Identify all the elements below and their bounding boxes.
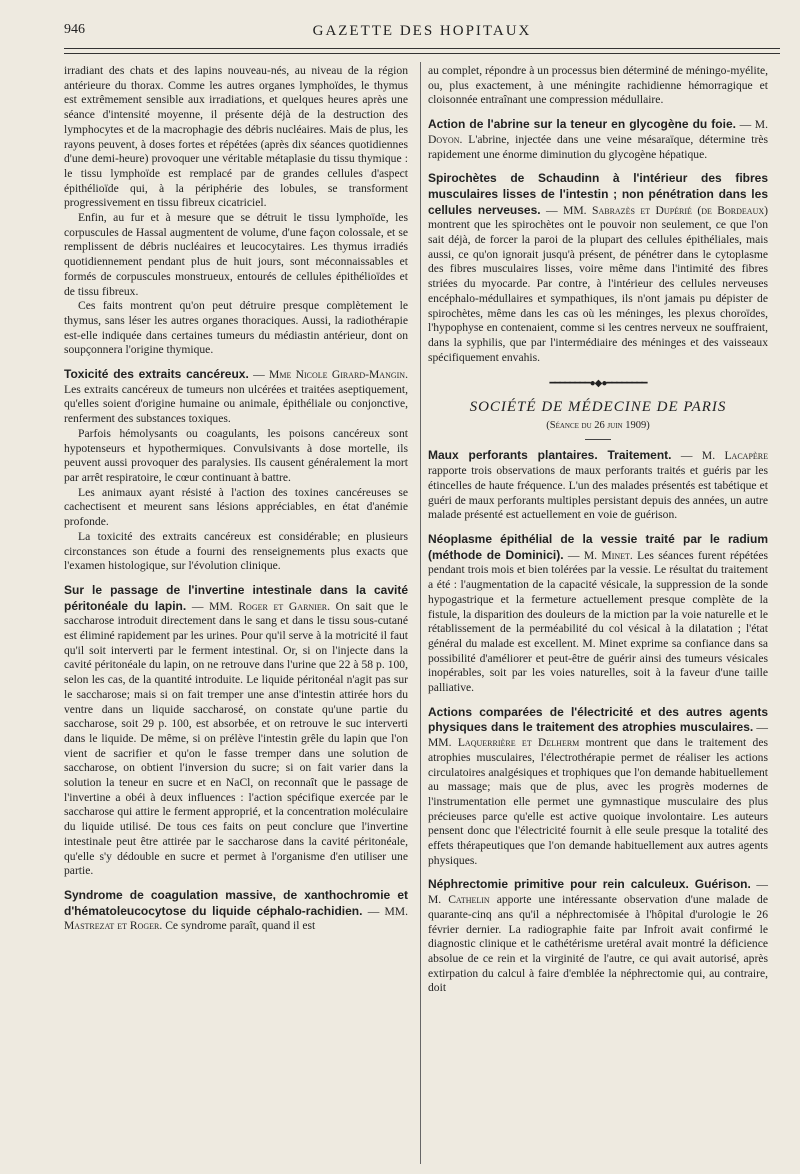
- short-rule: [585, 439, 611, 440]
- column-separator: [420, 62, 421, 1164]
- article-text: L'abrine, injectée dans une veine mésaraïque, détermine très rapidement une énorme diminution du glycogène hépatique.: [428, 132, 769, 161]
- article-title: Spirochètes de Schaudinn à l'intérieur des fibres musculaires lisses de l'intestin ; non pénétration dans les cellules nerveuses.: [428, 171, 768, 217]
- paragraph: Enfin, au fur et à mesure que se détruit le tissu lymphoïde, les corpuscules de Hassal augmentent de volume, d'une façon colossale, et se remplissent de débris nucléaires et leucocytaires. Les thymus irradiés quotidiennement pendant plus de huit jours, sont méconnaissables et formés de corpuscules monstrueux, entourés de cellules épithélioïdes et de tissu fibreux.: [64, 211, 408, 298]
- paragraph: La toxicité des extraits cancéreux est considérable; en plusieurs circonstances son étude a fourni des renseignements plus exacts que l'examen histologique, sur l'évolution clinique.: [64, 529, 408, 573]
- article-text: montrent que les spirochètes ont le pouvoir non seulement, ce que l'on sait déjà, de forcer la paroi de la plupart des cellules épithéliales, mais aussi, ce qu'on ignorait jusqu'à présent, de pénétrer dans le cytoplasme des fibres musculaires lisses, voire même dans l'intimité des fibres striées du myocarde. Par contre, à l'intérieur des cellules nerveuses encéphalo-médullaires et sympathiques, ils n'ont jamais pu dépister de spirochètes, même dans les cas où les méninges, les plexus choroïdes, l'hypophyse en contenaient, comme si les centres nerveux ne souffraient, dans la syphilis, que par l'intermédiaire des méninges et des vaisseaux spécifiquement envahis.: [428, 218, 768, 364]
- paragraph: au complet, répondre à un processus bien déterminé de méningo-myélite, ou, plus exactement, à une méningite rachidienne hémorragique et cloisonnée entraînant une compression médullaire.: [428, 64, 768, 107]
- page-number: 946: [64, 22, 85, 37]
- paragraph: Parfois hémolysants ou coagulants, les poisons cancéreux sont hypotenseurs et hypothermiques. Convulsivants à dose mortelle, ils peuvent aussi provoquer des paralysies. Ils causent généralement la mort par arrêt respiratoire, le cœur continuant à battre.: [64, 426, 408, 484]
- article-text: rapporte trois observations de maux perforants traités et guéris par les étincelles de haute fréquence. L'un des malades présentés est tabétique et guéri de maux perforants multiples persistant depuis des années, un autre malade présenté est actuellement en voie de guérison.: [428, 464, 768, 522]
- article-authors: — M. Cathelin: [428, 878, 768, 907]
- section-ornament: ━━━━━━━━●◆●━━━━━━━━: [549, 378, 647, 390]
- left-column: [64, 64, 408, 934]
- paragraph: Les animaux ayant résisté à l'action des toxines cancéreuses se cachectisent et meurent sans lésions appréciables, en état d'anémie profonde.: [64, 485, 408, 529]
- article-authors: — Mme Nicole Girard-Mangin.: [253, 368, 408, 382]
- article-authors: — M. Doyon.: [428, 118, 768, 146]
- article-title: Actions comparées de l'électricité et des autres agents physiques dans le traitement des atrophies musculaires.: [428, 704, 768, 735]
- article-text: Les extraits cancéreux de tumeurs non ulcérées et traitées aseptiquement, qu'elles soient d'origine humaine ou animale, épithéliale ou conjonctive, renferment des substances toxiques.: [64, 382, 408, 426]
- paragraph: Ces faits montrent qu'on peut détruire presque complètement le thymus, sans léser les autres organes thoraciques. Aussi, la radiothérapie est-elle indiquée dans certaines tumeurs du médiastin antérieur, dont on soupçonnera l'origine thymique.: [64, 299, 408, 357]
- article-authors: — MM. Mastrezat et Roger.: [64, 904, 408, 933]
- society-title: SOCIÉTÉ DE MÉDECINE DE PARIS: [469, 399, 727, 416]
- article-title: Action de l'abrine sur la teneur en glycogène du foie.: [428, 117, 736, 132]
- article-authors: — M. Minet.: [567, 548, 633, 562]
- article-title: Néoplasme épithélial de la vessie traité par le radium (méthode de Dominici).: [428, 531, 768, 562]
- article-text: montrent que dans le traitement des atrophies musculaires, l'électrothérapie permet de réaliser les actions circulatoires analgésiques et trophiques que l'on demande habituellement au massage; mais que de plus, avec les progrès modernes de l'instrumentation elle permet une gymnastique musculaire des plus précieuses parce qu'elle est active quoique involontaire. Les auteurs pensent donc que l'électricité fournit à elle seule presque la totalité des effets thérapeutiques que l'on demande habituellement aux autres agents physiques.: [428, 736, 768, 867]
- header-rule-thick: [64, 48, 780, 49]
- article-text: apporte une intéressante observation d'une malade de quarante-cinq ans qu'il a néphrectomisée à l'hôpital d'urologie le 26 février dernier. La radiographie faite par Infroit avait confirmé le diagnostic clinique et le cathétérisme uretéral avait montré la déficience absolue de ce rein et la virginité de l'autre, ce qui avait autorisé, après extirpation du calcul à faire d'emblée la néphrectomie qui, au contraire, doit: [428, 893, 768, 995]
- page-header: [64, 22, 780, 44]
- article-text: Ce syndrome paraît, quand il est: [165, 919, 316, 933]
- right-column: [428, 64, 768, 996]
- article-authors: — MM. Sabrazès et Dupérié (de Bordeaux): [546, 203, 768, 217]
- article-title: Toxicité des extraits cancéreux.: [64, 367, 249, 382]
- header-rule-thin: [64, 53, 780, 54]
- article-title: Syndrome de coagulation massive, de xanthochromie et d'hématoleucocytose du liquide céphalo-rachidien.: [64, 887, 408, 918]
- session-date: (Séance du 26 juin 1909): [546, 419, 650, 431]
- article-title: Sur le passage de l'invertine intestinale dans la cavité péritonéale du lapin.: [64, 582, 408, 613]
- article-authors: — MM. Laquerrière et Delherm: [428, 721, 768, 750]
- article-text: Les séances furent répétées pendant trois mois et bien tolérées par la vessie. Le résultat du traitement a été : l'augmentation de la capacité vésicale, la suppression de la sonde hypogastrique et la fermeture actuellement presque complète de la fistule, la disparition des douleurs de la miction par la voie naturelle et le rétablissement de la perméabilité du col vésical à la dilatation ; l'état général du malade est excellent. M. Minet exprime sa confiance dans sa possibilité d'améliorer et peut-être de guérir ainsi des tumeurs vésicales inopérables, soit par les voies naturelles, soit à la faveur d'une taille palliative.: [428, 548, 768, 695]
- article-title: Néphrectomie primitive pour rein calculeux. Guérison.: [428, 877, 751, 892]
- article-text: On sait que le saccharose introduit directement dans le sang et dans le tissu sous-cutané est éliminé rapidement par les urines. Pour qu'il serve à la motricité il faut qu'il soit interverti par le ferment intestinal. Or, si on l'injecte dans la cavité péritonéale du lapin, on ne retrouve dans l'urine que 22 à 58 p. 100, selon les cas, de la quantité introduite. Le liquide péritonéal n'agit pas sur le saccharose; mais si on fait tremper une anse d'intestin attirée hors du ventre dans un liquide saccharosé, on constate qu'une partie du saccharose, soit 29 p. 100, est absorbée, et on retrouve le suc interverti dans le liquide. De même, si on prélève l'intestin grêle du lapin que l'on vient de sacrifier et qu'on le fasse tremper dans une solution de saccharose, on obtient l'inversion du sucre; si on fait varier dans la solution la teneur en sucre et en NaCl, on reconnaît que le passage de l'invertine a obéi à deux influences : l'action spécifique exercée par le saccharose qui attire le ferment approprié, et la concentration moléculaire du liquide utilisé. De tous ces faits on peut conclure que l'invertine intestinale peut être attirée par le saccharose dans la cavité péritonéale, qu'elle s'y dédouble en sucre et permet à l'organisme d'en utiliser une partie.: [64, 599, 409, 878]
- article-title: Maux perforants plantaires. Traitement.: [428, 448, 672, 463]
- publication-title: GAZETTE DES HOPITAUX: [312, 23, 532, 39]
- paragraph: irradiant des chats et des lapins nouveau-nés, au niveau de la région antérieure du thorax. Comme les autres organes lymphoïdes, le thymus est extrêmement sensible aux irradiations, et quelques heures après une séance d'intensité moyenne, il présente déjà de la destruction des lymphocytes et de la macrophagie des débris nucléaires. Mais de plus, les rayons peuvent, à doses fortes et répétées (après dix séances quotidiennes d'une demi-heure) provoquer une véritable métaplasie du tissu thymique : le tissu lymphoïde est remplacé par de grandes cellules d'aspect épithélioïde qui, à la périphérie des lobules, se transforment progressivement en tissu fibreux cicatriciel.: [64, 64, 408, 210]
- article-authors: — M. Lacapère: [680, 449, 768, 463]
- article-authors: — MM. Roger et Garnier.: [191, 599, 330, 613]
